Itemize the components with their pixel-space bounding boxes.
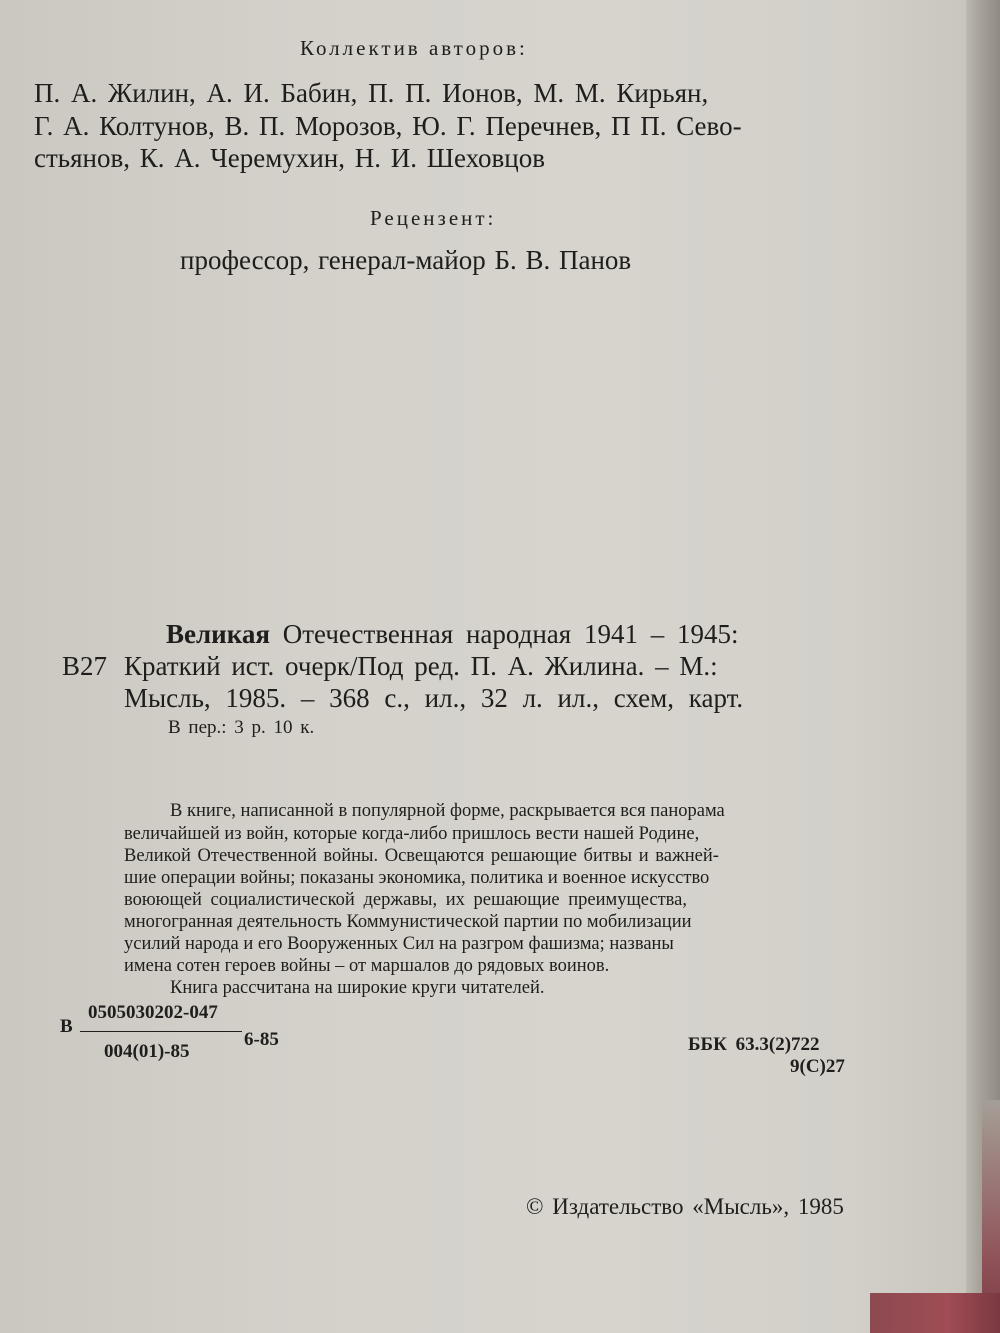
annotation-line-8: имена сотен героев войны – от маршалов до рядовых воинов. (124, 956, 610, 976)
bbk-line-1: ББК 63.3(2)722 (688, 1034, 820, 1055)
annotation-line-5: воюющей социалистической державы, их решающие преимущества, (124, 890, 687, 910)
catalog-title-rest: Отечественная народная 1941 – 1945: (282, 619, 739, 649)
catalog-title-bold: Великая (166, 619, 270, 649)
authors-line-3: стьянов, К. А. Черемухин, Н. И. Шеховцов (34, 143, 546, 173)
annotation-line-1: В книге, написанной в популярной форме, раскрывается вся панорама (170, 801, 725, 821)
catalog-code: В27 (62, 651, 108, 681)
catalog-line-3: Мысль, 1985. – 368 с., ил., 32 л. ил., схем, карт. (124, 683, 744, 713)
annotation-line-3: Великой Отечественной войны. Освещаются решающие битвы и важней- (124, 846, 719, 866)
catalog-price: В пер.: 3 р. 10 к. (168, 717, 315, 738)
index-code-denominator: 004(01)-85 (104, 1041, 190, 1062)
annotation-line-2: величайшей из войн, которые когда-либо пришлось вести нашей Родине, (124, 824, 700, 844)
annotation-line-4: шие операции войны; показаны экономика, политика и военное искусство (124, 868, 710, 888)
reviewer-name: профессор, генерал-майор Б. В. Панов (180, 245, 632, 275)
catalog-line-1 (166, 621, 738, 648)
annotation-line-6: многогранная деятельность Коммунистической партии по мобилизации (124, 912, 692, 932)
annotation-line-9: Книга рассчитана на широкие круги читателей. (170, 978, 545, 998)
authors-heading: Коллектив авторов: (300, 36, 528, 60)
index-code-letter: В (60, 1016, 73, 1037)
index-code-fraction-rule (80, 1031, 242, 1032)
index-code-numerator: 0505030202-047 (88, 1002, 218, 1023)
reviewer-heading: Рецензент: (370, 206, 497, 230)
copyright: © Издательство «Мысль», 1985 (526, 1194, 844, 1219)
authors-line-1: П. А. Жилин, А. И. Бабин, П. П. Ионов, М. М. Кирьян, (34, 78, 709, 108)
annotation-line-7: усилий народа и его Вооруженных Сил на разгром фашизма; названы (124, 934, 674, 954)
bbk-line-2: 9(С)27 (790, 1056, 845, 1077)
authors-line-2: Г. А. Колтунов, В. П. Морозов, Ю. Г. Перечнев, П П. Сево- (34, 111, 742, 141)
index-code-suffix: 6-85 (244, 1029, 279, 1050)
book-cover-corner (870, 1293, 1000, 1333)
catalog-line-2: Краткий ист. очерк/Под ред. П. А. Жилина. – М.: (124, 651, 718, 681)
